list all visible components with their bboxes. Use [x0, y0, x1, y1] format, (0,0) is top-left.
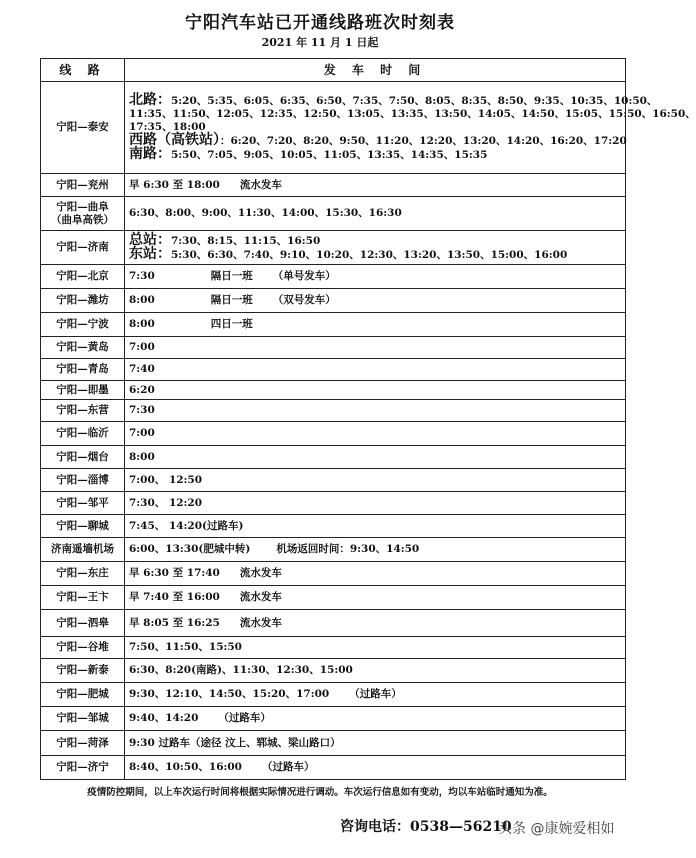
times-cell: 9:30 过路车（途径 汶上、郓城、梁山路口）: [125, 731, 626, 756]
route-cell: 宁阳—临沂: [41, 422, 125, 446]
times-cell: 7:45、 14:20(过路车): [125, 515, 626, 538]
west-label: 西路（高铁站）: [129, 131, 220, 148]
route-cell: 宁阳—曲阜 （曲阜高铁）: [41, 197, 125, 231]
table-row: [41, 289, 626, 313]
consult-phone: 咨询电话：0538—56210: [340, 819, 512, 835]
south-times: 5:50、7:05、9:05、10:05、11:05、13:35、14:35、15:35: [171, 148, 488, 161]
times-cell: 7:00: [125, 422, 626, 446]
times-cell: 8:00 隔日一班 （双号发车）: [125, 289, 626, 313]
route-cell: 宁阳—黄岛: [41, 337, 125, 359]
route-cell: 宁阳—肥城: [41, 683, 125, 707]
table-row: [41, 683, 626, 707]
route-cell: 宁阳—东营: [41, 400, 125, 422]
table-row: [41, 586, 626, 610]
route-cell: 济南遥墙机场: [41, 538, 125, 562]
schedule-table: [40, 58, 696, 780]
west-times: ：6:20、7:20、8:20、9:50、11:20、12:20、13:20、14:20、16:20、17:20: [220, 134, 627, 147]
table-row: [41, 174, 626, 197]
times-cell: 8:00: [125, 446, 626, 469]
times-cell: 8:00 四日一班: [125, 313, 626, 337]
north-times-2: 11:35、11:50、12:05、12:35、12:50、13:05、13:35、13:50、14:05、14:50、15:05、15:50、16:50、: [129, 107, 696, 120]
route-cell: 宁阳—新泰: [41, 659, 125, 683]
times-cell: 早 8:05 至 16:25 流水发车: [125, 610, 626, 637]
table-row: [41, 231, 626, 265]
route-cell: 宁阳—济南: [41, 231, 125, 265]
table-row: [41, 515, 626, 538]
table-row: [41, 538, 626, 562]
table-row: [41, 197, 626, 231]
times-cell: 7:40: [125, 359, 626, 381]
times-cell: 7:50、11:50、15:50: [125, 637, 626, 659]
route-cell: 宁阳—泰安: [41, 82, 125, 174]
times-cell: 6:30、8:00、9:00、11:30、14:00、15:30、16:30: [125, 197, 626, 231]
table-row: [41, 313, 626, 337]
north-times-1: 5:20、5:35、6:05、6:35、6:50、7:35、7:50、8:05、8:35、8:50、9:35、10:35、10:50、: [171, 94, 658, 107]
header-row: [41, 59, 626, 82]
route-cell: 宁阳—邹城: [41, 707, 125, 731]
times-cell: 早 6:30 至 18:00 流水发车: [125, 174, 626, 197]
route-cell: 宁阳—泗皋: [41, 610, 125, 637]
table-row: [41, 492, 626, 515]
route-cell: 宁阳—邹平: [41, 492, 125, 515]
north-times-3: 17:35、18:00: [129, 120, 206, 133]
table-row: [41, 731, 626, 756]
south-label: 南路：: [129, 145, 171, 162]
route-cell: 宁阳—聊城: [41, 515, 125, 538]
table-row: [41, 359, 626, 381]
route-cell: 宁阳—王卞: [41, 586, 125, 610]
times-cell: 6:30、8:20(南路)、11:30、12:30、15:00: [125, 659, 626, 683]
route-cell: 宁阳—潍坊: [41, 289, 125, 313]
times-cell: 7:30、 12:20: [125, 492, 626, 515]
table-row: [41, 265, 626, 289]
table-row: [41, 381, 626, 400]
times-cell: 9:40、14:20 （过路车）: [125, 707, 626, 731]
route-cell: 宁阳—宁波: [41, 313, 125, 337]
effective-date: 2021 年 11 月 1 日起: [261, 36, 379, 49]
times-cell: 9:30、12:10、14:50、15:20、17:00 （过路车）: [125, 683, 626, 707]
table-row: [41, 610, 626, 637]
header-times: 发 车 时 间: [125, 59, 626, 82]
table-row: [41, 446, 626, 469]
table-row: [41, 637, 626, 659]
table-row: [41, 469, 626, 492]
epidemic-notice: 疫情防控期间，以上车次运行时间将根据实际情况进行调动。车次运行信息如有变动，均以车站临时通知为准。: [87, 787, 553, 798]
north-label: 北路：: [129, 91, 171, 108]
times-cell: 早 7:40 至 16:00 流水发车: [125, 586, 626, 610]
times-cell: 7:30 隔日一班 （单号发车）: [125, 265, 626, 289]
times-cell: 7:00、 12:50: [125, 469, 626, 492]
route-cell: 宁阳—淄博: [41, 469, 125, 492]
route-cell: 宁阳—菏泽: [41, 731, 125, 756]
table-row: [41, 562, 626, 586]
watermark: 头条 @康婉爱相如: [498, 821, 615, 837]
table-row: [41, 422, 626, 446]
route-cell: 宁阳—东庄: [41, 562, 125, 586]
times-cell: 8:40、10:50、16:00 （过路车）: [125, 756, 626, 780]
table-row: [41, 400, 626, 422]
times-cell: [125, 82, 696, 174]
times-cell: 6:00、13:30(肥城中转) 机场返回时间：9:30、14:50: [125, 538, 626, 562]
route-cell: 宁阳—谷堆: [41, 637, 125, 659]
page-title: 宁阳汽车站已开通线路班次时刻表: [185, 13, 455, 33]
table-row: [41, 82, 626, 174]
route-cell: 宁阳—青岛: [41, 359, 125, 381]
table-row: [41, 707, 626, 731]
route-cell: 宁阳—北京: [41, 265, 125, 289]
header-route: 线 路: [41, 59, 125, 82]
times-cell: 总站：7:30、8:15、11:15、16:50 东站：5:30、6:30、7:40、9:10、10:20、12:30、13:20、13:50、15:00、16:00: [125, 231, 626, 265]
times-cell: 7:30: [125, 400, 626, 422]
table-row: [41, 659, 626, 683]
times-cell: 6:20: [125, 381, 626, 400]
table-row: [41, 756, 626, 780]
route-cell: 宁阳—济宁: [41, 756, 125, 780]
times-cell: 早 6:30 至 17:40 流水发车: [125, 562, 626, 586]
route-cell: 宁阳—烟台: [41, 446, 125, 469]
times-cell: 7:00: [125, 337, 626, 359]
table-row: [41, 337, 626, 359]
route-cell: 宁阳—即墨: [41, 381, 125, 400]
route-cell: 宁阳—兖州: [41, 174, 125, 197]
